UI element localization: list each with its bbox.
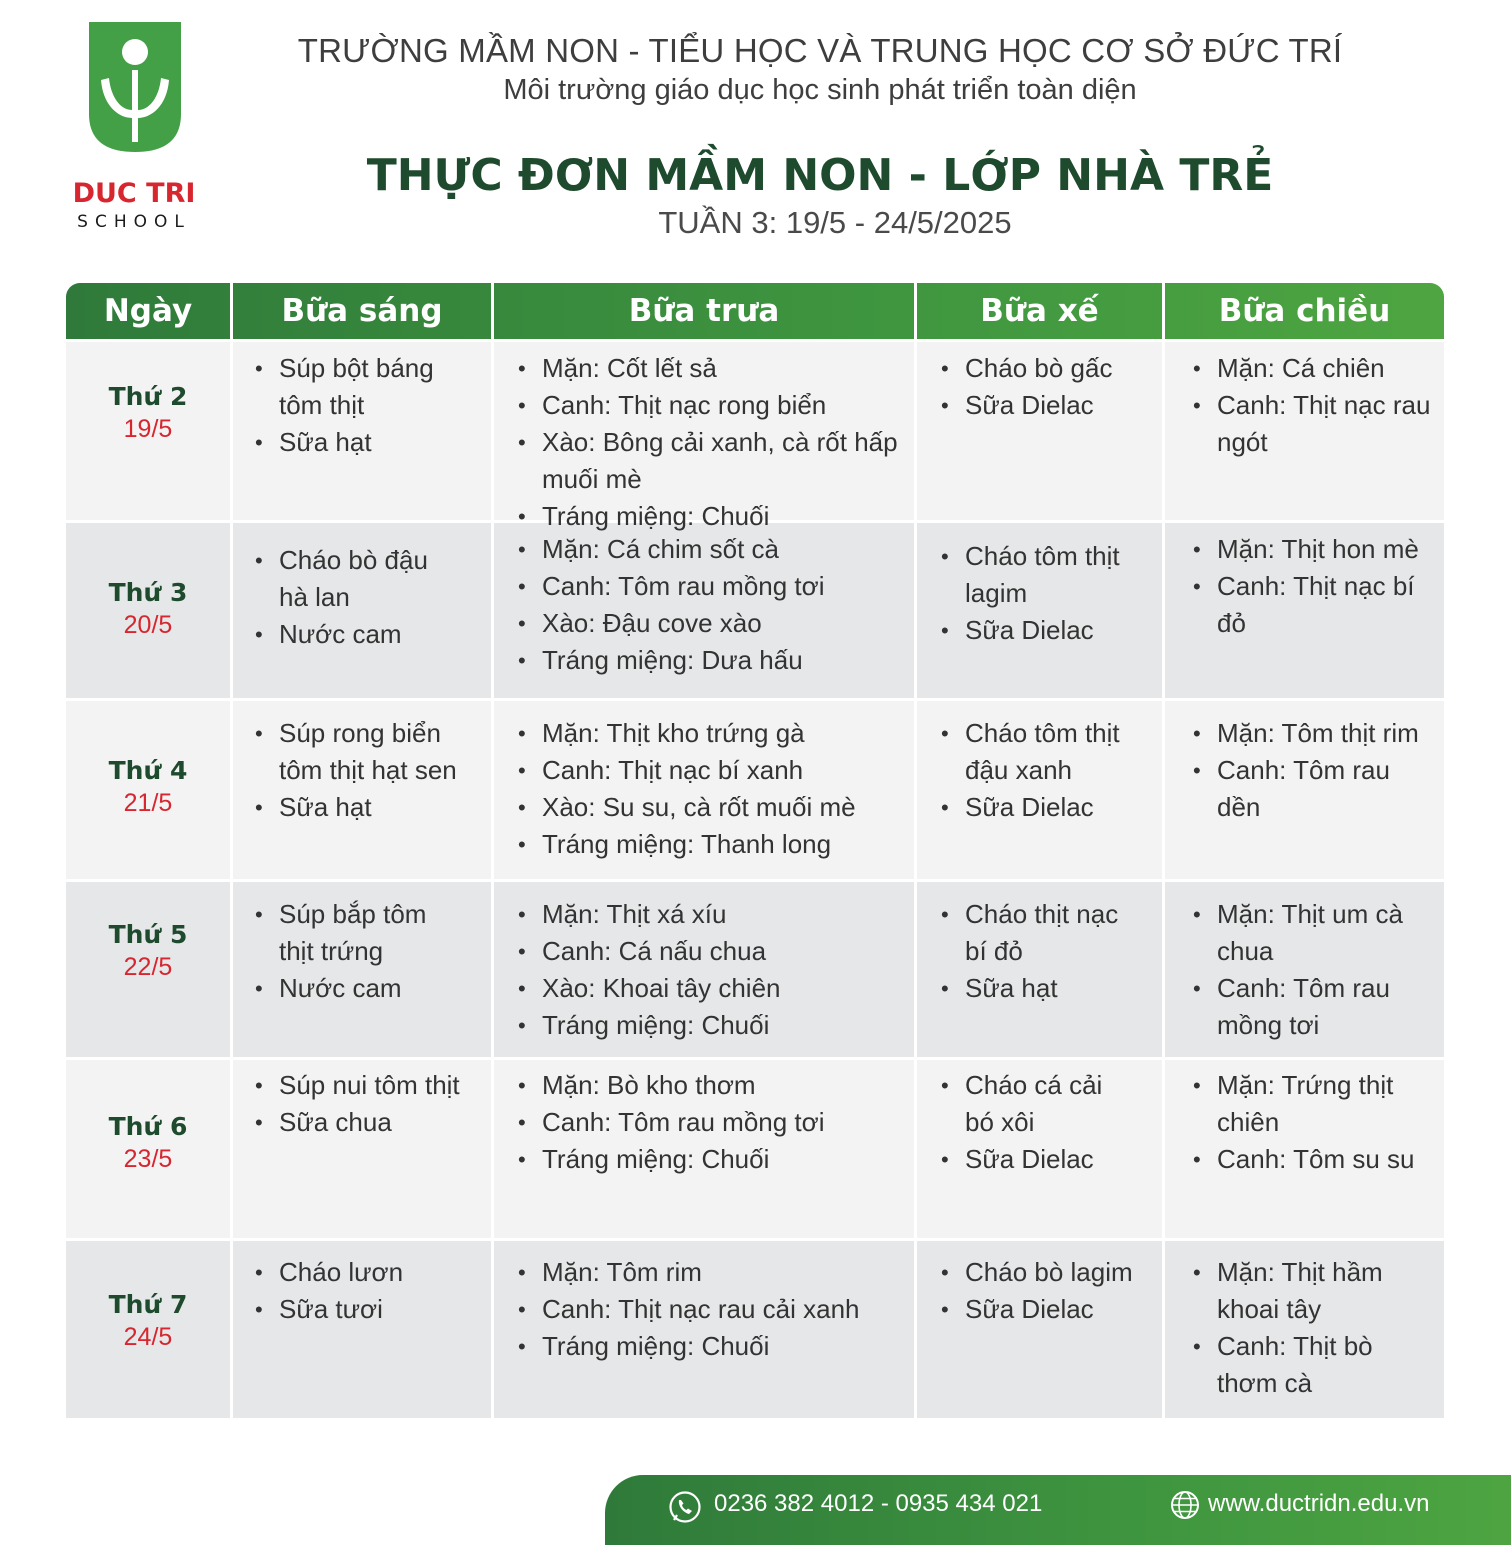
menu-item: • Sữa Dielac	[941, 1141, 1160, 1178]
menu-item: ngót	[1217, 427, 1268, 457]
lunch-list	[518, 715, 912, 863]
menu-item: hà lan	[279, 582, 350, 612]
menu-item: đỏ	[1217, 608, 1246, 638]
menu-item: • Mặn: Trứng thịt	[1193, 1067, 1442, 1104]
menu-item: • Mặn: Thịt kho trứng gà	[518, 715, 912, 752]
menu-item: • Mặn: Tôm rim	[518, 1254, 912, 1291]
menu-item: muối mè	[542, 464, 642, 494]
phone-icon	[668, 1490, 702, 1524]
snack-list	[941, 1254, 1160, 1328]
menu-item: • Tráng miệng: Chuối	[518, 1328, 912, 1365]
menu-item: bí đỏ	[965, 936, 1023, 966]
menu-item: thơm cà	[1217, 1368, 1313, 1398]
menu-item: chiên	[1217, 1107, 1280, 1137]
breakfast-list	[255, 715, 489, 826]
day-label	[66, 578, 230, 640]
breakfast-list	[255, 542, 489, 653]
lunch-cell	[494, 523, 917, 698]
menu-item: • Canh: Tôm rau mồng tơi	[518, 1104, 912, 1141]
breakfast-cell	[233, 1060, 494, 1238]
menu-item: • Tráng miệng: Thanh long	[518, 826, 912, 863]
menu-item: • Canh: Thịt nạc bí xanh	[518, 752, 912, 789]
day-cell	[66, 882, 233, 1057]
menu-item: • Cháo cá cải	[941, 1067, 1160, 1104]
table-header	[66, 283, 1444, 339]
menu-item: • Sữa Dielac	[941, 1291, 1160, 1328]
menu-item: • Sữa chua	[255, 1104, 489, 1141]
day-name: Thứ 2	[108, 382, 188, 411]
menu-item: • Cháo bò đậu	[255, 542, 489, 579]
dinner-cell	[1165, 701, 1444, 879]
logo-subtext: SCHOOL	[77, 212, 191, 232]
snack-list	[941, 896, 1160, 1007]
menu-item: bó xôi	[965, 1107, 1035, 1137]
dinner-cell	[1165, 1060, 1444, 1238]
menu-item: • Canh: Thịt nạc rau cải xanh	[518, 1291, 912, 1328]
header-breakfast: Bữa sáng	[233, 283, 494, 339]
menu-item: • Tráng miệng: Dưa hấu	[518, 642, 912, 679]
breakfast-list	[255, 896, 489, 1007]
menu-item: • Mặn: Thịt um cà	[1193, 896, 1442, 933]
menu-item: dền	[1217, 792, 1261, 822]
breakfast-cell	[233, 1241, 494, 1418]
week-range: TUẦN 3: 19/5 - 24/5/2025	[658, 205, 1012, 240]
phone-number: 0236 382 4012 - 0935 434 021	[714, 1490, 1043, 1517]
header-day: Ngày	[66, 283, 233, 339]
menu-item: chua	[1217, 936, 1274, 966]
menu-item: • Súp rong biển	[255, 715, 489, 752]
menu-item: • Mặn: Cá chim sốt cà	[518, 531, 912, 568]
day-cell	[66, 523, 233, 698]
day-cell	[66, 342, 233, 520]
snack-cell	[917, 523, 1165, 698]
globe-icon	[1170, 1490, 1200, 1520]
dinner-cell	[1165, 882, 1444, 1057]
snack-cell	[917, 1060, 1165, 1238]
day-date: 24/5	[123, 1323, 173, 1351]
menu-item: • Xào: Su su, cà rốt muối mè	[518, 789, 912, 826]
menu-item: • Xào: Đậu cove xào	[518, 605, 912, 642]
day-name: Thứ 4	[108, 756, 188, 785]
snack-cell	[917, 342, 1165, 520]
menu-item: • Sữa Dielac	[941, 387, 1160, 424]
day-date: 23/5	[123, 1145, 173, 1173]
dinner-list	[1193, 531, 1442, 642]
table-body	[66, 339, 1444, 1418]
menu-item: • Mặn: Thịt xá xíu	[518, 896, 912, 933]
day-cell	[66, 1060, 233, 1238]
school-name: TRƯỜNG MẦM NON - TIỂU HỌC VÀ TRUNG HỌC CƠ SỞ ĐỨC TRÍ	[297, 32, 1343, 69]
menu-item: • Cháo thịt nạc	[941, 896, 1160, 933]
lunch-list	[518, 896, 912, 1044]
lunch-cell	[494, 1060, 917, 1238]
day-label	[66, 1112, 230, 1174]
breakfast-cell	[233, 342, 494, 520]
menu-item: mồng tơi	[1217, 1010, 1320, 1040]
snack-list	[941, 538, 1160, 649]
breakfast-cell	[233, 523, 494, 698]
day-label	[66, 920, 230, 982]
dinner-list	[1193, 1067, 1442, 1178]
menu-item: khoai tây	[1217, 1294, 1322, 1324]
day-date: 22/5	[123, 953, 173, 981]
day-date: 19/5	[123, 415, 173, 443]
snack-list	[941, 350, 1160, 424]
table-row	[66, 698, 1444, 879]
snack-cell	[917, 1241, 1165, 1418]
breakfast-cell	[233, 701, 494, 879]
menu-item: • Mặn: Cốt lết sả	[518, 350, 912, 387]
dinner-list	[1193, 715, 1442, 826]
menu-item: • Mặn: Cá chiên	[1193, 350, 1442, 387]
menu-item: • Mặn: Bò kho thơm	[518, 1067, 912, 1104]
menu-item: • Cháo tôm thịt	[941, 538, 1160, 575]
dinner-cell	[1165, 342, 1444, 520]
school-slogan: Môi trường giáo dục học sinh phát triển toàn diện	[503, 74, 1137, 106]
lunch-list	[518, 531, 912, 679]
day-date: 21/5	[123, 789, 173, 817]
menu-item: • Xào: Khoai tây chiên	[518, 970, 912, 1007]
logo-text: DUC TRI	[72, 178, 196, 209]
lunch-list	[518, 1067, 912, 1178]
lunch-cell	[494, 1241, 917, 1418]
day-date: 20/5	[123, 611, 173, 639]
table-row	[66, 1238, 1444, 1418]
day-name: Thứ 3	[108, 578, 188, 607]
menu-item: tôm thịt hạt sen	[279, 755, 457, 785]
menu-item: • Canh: Thịt nạc bí	[1193, 568, 1442, 605]
menu-item: • Cháo bò lagim	[941, 1254, 1160, 1291]
menu-table	[66, 283, 1444, 1418]
day-label	[66, 1290, 230, 1352]
menu-item: thịt trứng	[279, 936, 384, 966]
table-row	[66, 1057, 1444, 1238]
page-title: THỰC ĐƠN MẦM NON - LỚP NHÀ TRẺ	[366, 150, 1274, 201]
day-label	[66, 756, 230, 818]
table-row	[66, 520, 1444, 698]
header-lunch: Bữa trưa	[494, 283, 917, 339]
menu-item: • Mặn: Thịt hầm	[1193, 1254, 1442, 1291]
menu-item: • Sữa Dielac	[941, 789, 1160, 826]
menu-item: • Sữa tươi	[255, 1291, 489, 1328]
sprout-logo-icon	[89, 22, 181, 152]
menu-item: đậu xanh	[965, 755, 1072, 785]
menu-item: • Canh: Cá nấu chua	[518, 933, 912, 970]
menu-item: • Nước cam	[255, 970, 489, 1007]
day-name: Thứ 6	[108, 1112, 188, 1141]
menu-item: tôm thịt	[279, 390, 365, 420]
dinner-list	[1193, 896, 1442, 1044]
menu-item: • Mặn: Thịt hon mè	[1193, 531, 1442, 568]
menu-item: • Sữa hạt	[255, 424, 489, 461]
dinner-list	[1193, 350, 1442, 461]
menu-item: • Nước cam	[255, 616, 489, 653]
menu-item: • Súp bắp tôm	[255, 896, 489, 933]
menu-item: • Canh: Thịt nạc rong biển	[518, 387, 912, 424]
header-snack: Bữa xế	[917, 283, 1165, 339]
snack-cell	[917, 701, 1165, 879]
menu-item: • Cháo tôm thịt	[941, 715, 1160, 752]
table-row	[66, 879, 1444, 1057]
lunch-cell	[494, 342, 917, 531]
day-name: Thứ 5	[108, 920, 188, 949]
day-label	[66, 382, 230, 444]
breakfast-list	[255, 1067, 489, 1141]
menu-item: • Canh: Thịt bò	[1193, 1328, 1442, 1365]
breakfast-list	[255, 1254, 489, 1328]
menu-item: lagim	[965, 578, 1028, 608]
menu-item: • Canh: Thịt nạc rau	[1193, 387, 1442, 424]
menu-item: • Cháo lươn	[255, 1254, 489, 1291]
breakfast-cell	[233, 882, 494, 1057]
website-url: www.ductridn.edu.vn	[1208, 1490, 1430, 1517]
menu-item: • Canh: Tôm rau mồng tơi	[518, 568, 912, 605]
menu-item: • Canh: Tôm su su	[1193, 1141, 1442, 1178]
menu-item: • Canh: Tôm rau	[1193, 970, 1442, 1007]
lunch-list	[518, 1254, 912, 1365]
menu-item: • Súp nui tôm thịt	[255, 1067, 489, 1104]
menu-item: • Sữa hạt	[255, 789, 489, 826]
day-cell	[66, 701, 233, 879]
day-name: Thứ 7	[108, 1290, 188, 1319]
dinner-cell	[1165, 523, 1444, 698]
dinner-cell	[1165, 1241, 1444, 1418]
menu-item: • Cháo bò gấc	[941, 350, 1160, 387]
menu-item: • Tráng miệng: Chuối	[518, 1141, 912, 1178]
menu-item: • Súp bột báng	[255, 350, 489, 387]
lunch-cell	[494, 882, 917, 1057]
menu-item: • Tráng miệng: Chuối	[518, 498, 912, 535]
header-dinner: Bữa chiều	[1218, 293, 1391, 329]
menu-item: • Sữa Dielac	[941, 612, 1160, 649]
school-logo	[64, 22, 204, 232]
lunch-cell	[494, 701, 917, 879]
day-cell	[66, 1241, 233, 1418]
table-row	[66, 339, 1444, 531]
lunch-list	[518, 350, 912, 535]
dinner-list	[1193, 1254, 1442, 1402]
snack-list	[941, 715, 1160, 826]
menu-item: • Xào: Bông cải xanh, cà rốt hấp	[518, 424, 912, 461]
breakfast-list	[255, 350, 489, 461]
menu-item: • Tráng miệng: Chuối	[518, 1007, 912, 1044]
menu-item: • Mặn: Tôm thịt rim	[1193, 715, 1442, 752]
snack-list	[941, 1067, 1160, 1178]
menu-item: • Sữa hạt	[941, 970, 1160, 1007]
snack-cell	[917, 882, 1165, 1057]
menu-item: • Canh: Tôm rau	[1193, 752, 1442, 789]
